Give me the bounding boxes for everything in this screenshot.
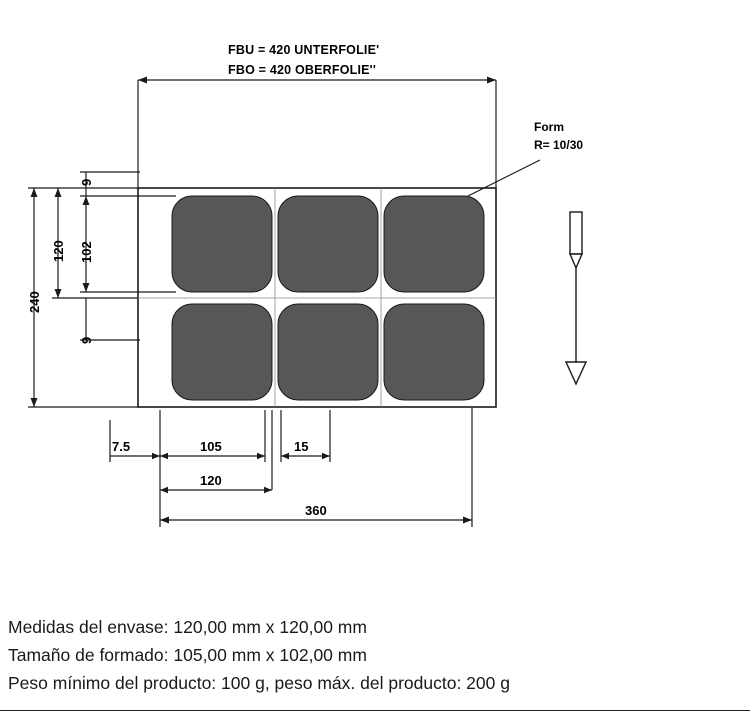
cavity [172, 304, 272, 400]
form-note-line-2: R= 10/30 [534, 138, 584, 152]
dim-label-120-left: 120 [51, 240, 66, 262]
title-line-1: FBU = 420 UNTERFOLIE' [228, 43, 380, 57]
dim-label-15: 15 [294, 439, 309, 454]
bottom-divider [0, 710, 750, 711]
form-radius-leader [468, 160, 540, 196]
cavity [278, 304, 378, 400]
cavity [278, 196, 378, 292]
caption-package-size: Medidas del envase: 120,00 mm x 120,00 mm [8, 617, 367, 637]
dim-left-9-bottom [80, 298, 140, 340]
dim-label-240: 240 [27, 291, 42, 313]
dim-label-120-bottom: 120 [200, 473, 222, 488]
feed-direction-arrow [566, 212, 586, 384]
form-note-line-1: Form [534, 120, 564, 134]
cavity [384, 196, 484, 292]
dim-label-7-5: 7.5 [112, 439, 131, 454]
title-line-2: FBO = 420 OBERFOLIE'' [228, 63, 377, 77]
dim-label-102: 102 [79, 241, 94, 263]
dim-label-9-top: 9 [79, 178, 94, 186]
dim-top-total [138, 77, 496, 191]
cavity [172, 196, 272, 292]
caption-form-size: Tamaño de formado: 105,00 mm x 102,00 mm [8, 645, 367, 665]
cavity [384, 304, 484, 400]
dim-label-105: 105 [200, 439, 222, 454]
caption-product-weight: Peso mínimo del producto: 100 g, peso máx. del producto: 200 g [8, 673, 510, 693]
dim-label-360: 360 [305, 503, 327, 518]
dim-label-9-bottom: 9 [79, 336, 94, 344]
